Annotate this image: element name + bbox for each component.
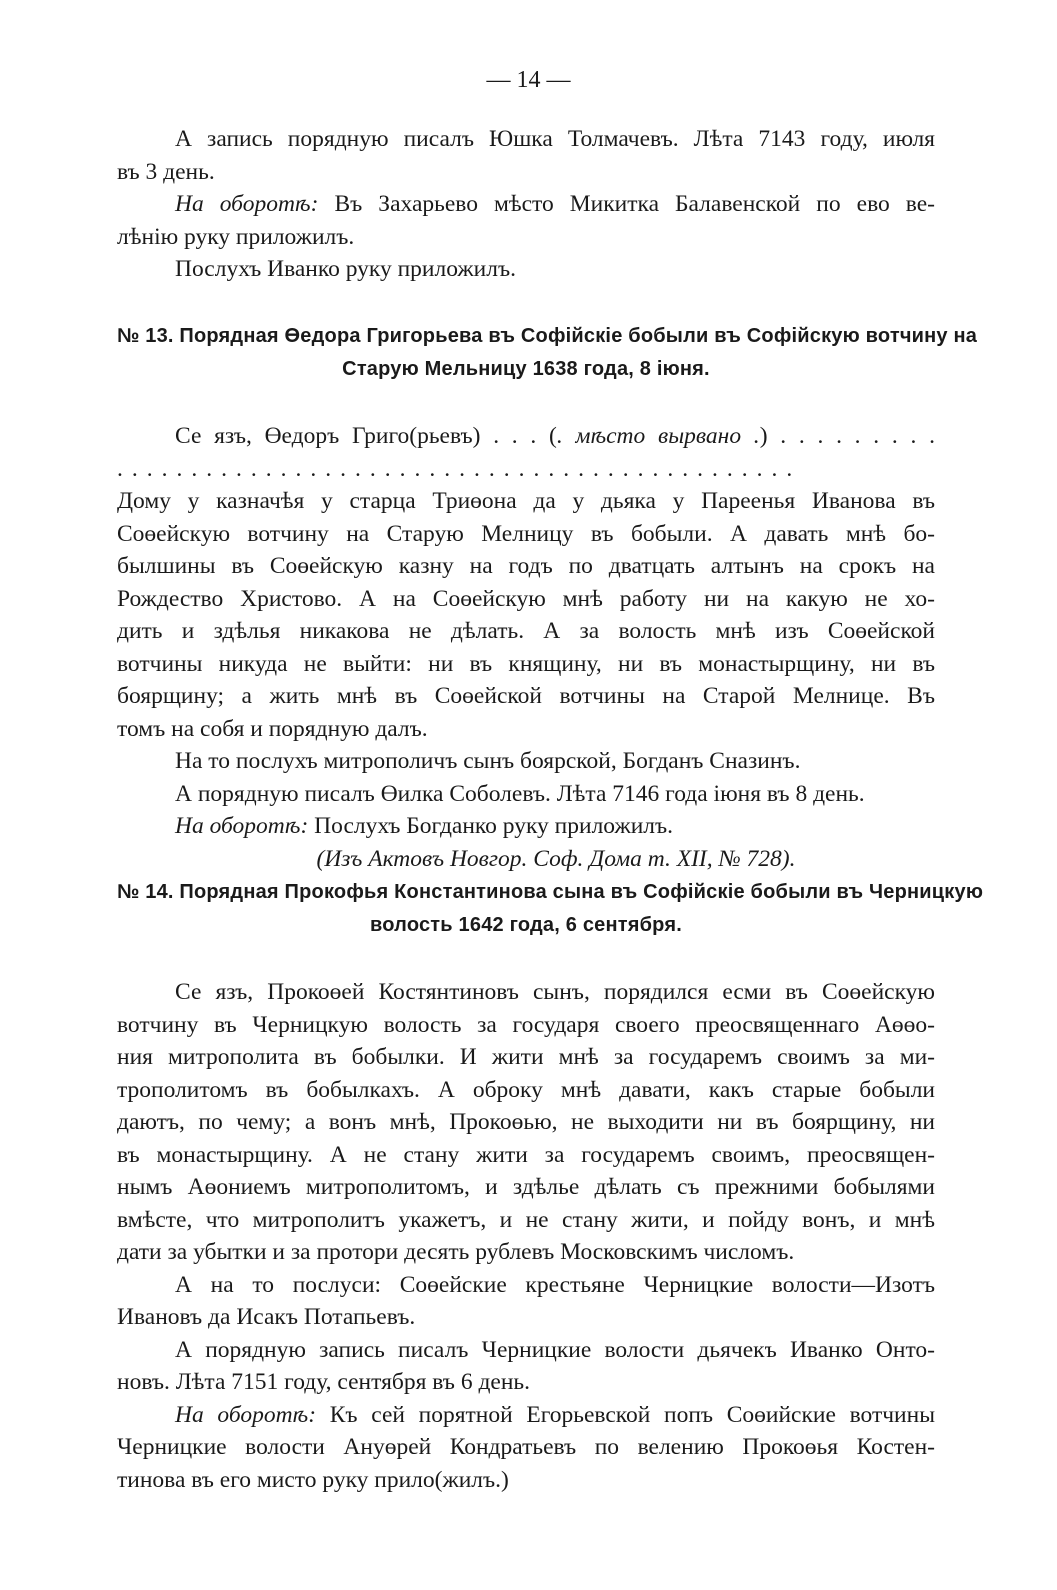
text-line: даютъ, по чему; а вонъ мнѣ, Прокоөью, не выходити ни въ боярщину, ни [117,1109,935,1135]
text-line: На оборотѣ: Въ Захарьево мѣсто Микитка Балавенской по ево ве- [175,191,935,217]
writer-line: А порядную писалъ Өилка Соболевъ. Лѣта 7146 года іюня въ 8 день. [175,780,865,807]
verso-line: тинова въ его мисто руку прило(жилъ.) [117,1466,509,1493]
doc13-heading [117,320,978,386]
witness-line: А на то послуси: Сoөейские крестьяне Черницкие волости—Изотъ [175,1271,935,1298]
witness-line: Ивановъ да Исакъ Потапьевъ. [117,1304,416,1330]
heading-line: № 13. Порядная Өедора Григорьева въ Софійскіе бобыли въ Софійскую вотчину на [117,325,978,347]
witness-line: На то послухъ митрополичъ сынъ боярской, Богданъ Сназинъ. [175,748,801,774]
dots-line: .............................................. [117,455,802,482]
writer-line: новъ. Лѣта 7151 году, сентября въ 6 день. [117,1369,531,1395]
text-line: дить и здѣлья никакова не дѣлать. А за волость мнѣ изъ Сoөейской [117,618,935,644]
text-line: боярщину; а жить мнѣ въ Сoөейской вотчины на Старой Мелнице. Въ [117,683,935,709]
text-line: трополитомъ въ бобылкахъ. А оброку мнѣ давати, какъ старые бобыли [117,1076,935,1103]
text-line: ния митрополита въ бобылки. И жити мнѣ за государемъ своимъ за ми- [117,1044,935,1070]
verso-label: На оборотѣ: [175,813,309,839]
text-line: Се язъ, Прокоөей Костянтиновъ сынъ, порядился есми въ Сoөейскую [175,979,935,1005]
text-line: въ монастырщину. А не стану жити за государемъ своимъ, преосвящен- [117,1141,935,1168]
heading-line: волость 1642 года, 6 сентября. [370,914,682,936]
doc14-heading [117,876,984,942]
text-line: А запись порядную писалъ Юшка Толмачевъ. Лѣта 7143 году, июля [175,126,935,152]
page-number: — 14 — [486,67,571,93]
text-line: Послухъ Иванко руку приложилъ. [175,256,516,282]
heading-line: Старую Мельницу 1638 года, 8 іюня. [342,358,710,380]
doc14-body [117,976,935,1496]
previous-document-ending [117,123,935,286]
text-line: Сoөейскую вотчину на Старую Мелницу въ бобыли. А давать мнѣ бо- [117,520,935,547]
text-line: Дому у казначѣя у старца Триөона да у дьяка у Пареенья Иванова въ [117,488,935,514]
gap-note: . мѣсто вырвано . [556,423,760,449]
source-citation: (Изъ Актовъ Новгор. Соф. Дома т. XII, № 728). [316,845,796,872]
text-line: дати за убытки и за протори десять рублевъ Московскимъ числомъ. [117,1239,795,1265]
verso-line: Черницкие волости Ануөрей Кондратьевъ по велению Прокоөья Костен- [117,1434,935,1460]
verso-line: На оборотѣ: Къ сей порятной Егорьевской попъ Сoөийские вотчины [175,1401,935,1428]
text-line: томъ на собя и порядную далъ. [117,715,428,742]
verso-line: На оборотѣ: Послухъ Богданко руку приложилъ. [175,813,674,839]
doc13-body [117,420,935,875]
text-line: лѣнію руку приложилъ. [117,223,355,250]
opening-line: Се язъ, Өедоръ Григо(рьевъ) . . . (. мѣсто вырвано .) . . . . . . . . . [175,423,935,449]
text-line: вмѣсте, что митрополитъ укажетъ, и не стану жити, и пойду вонъ, и мнѣ [117,1206,935,1233]
text-line: вотчину въ Черницкую волость за государя своего преосвященнаго Аөөо- [117,1011,935,1038]
verso-label: На оборотѣ: [175,191,319,217]
text-line: Рождество Христово. А на Сoөейскую мнѣ работу ни на какую не хо- [117,585,935,612]
text-line: въ 3 день. [117,158,215,185]
writer-line: А порядную запись писалъ Черницкие волости дьячекъ Иванко Онто- [175,1336,935,1363]
text-line: вотчины никуда не выйти: ни въ княщину, ни въ монастырщину, ни въ [117,650,935,677]
heading-line: № 14. Порядная Прокофья Константинова сына въ Софійскіе бобыли въ Черницкую [117,881,984,903]
text-line: былшины въ Сoөейскую казну на годъ по дватцать алтынъ на срокъ на [117,553,935,579]
verso-label: На оборотѣ: [175,1401,317,1428]
text-line: нымъ Аөониемъ митрополитомъ, и здѣлье дѣлать съ прежними бобылями [117,1174,935,1200]
